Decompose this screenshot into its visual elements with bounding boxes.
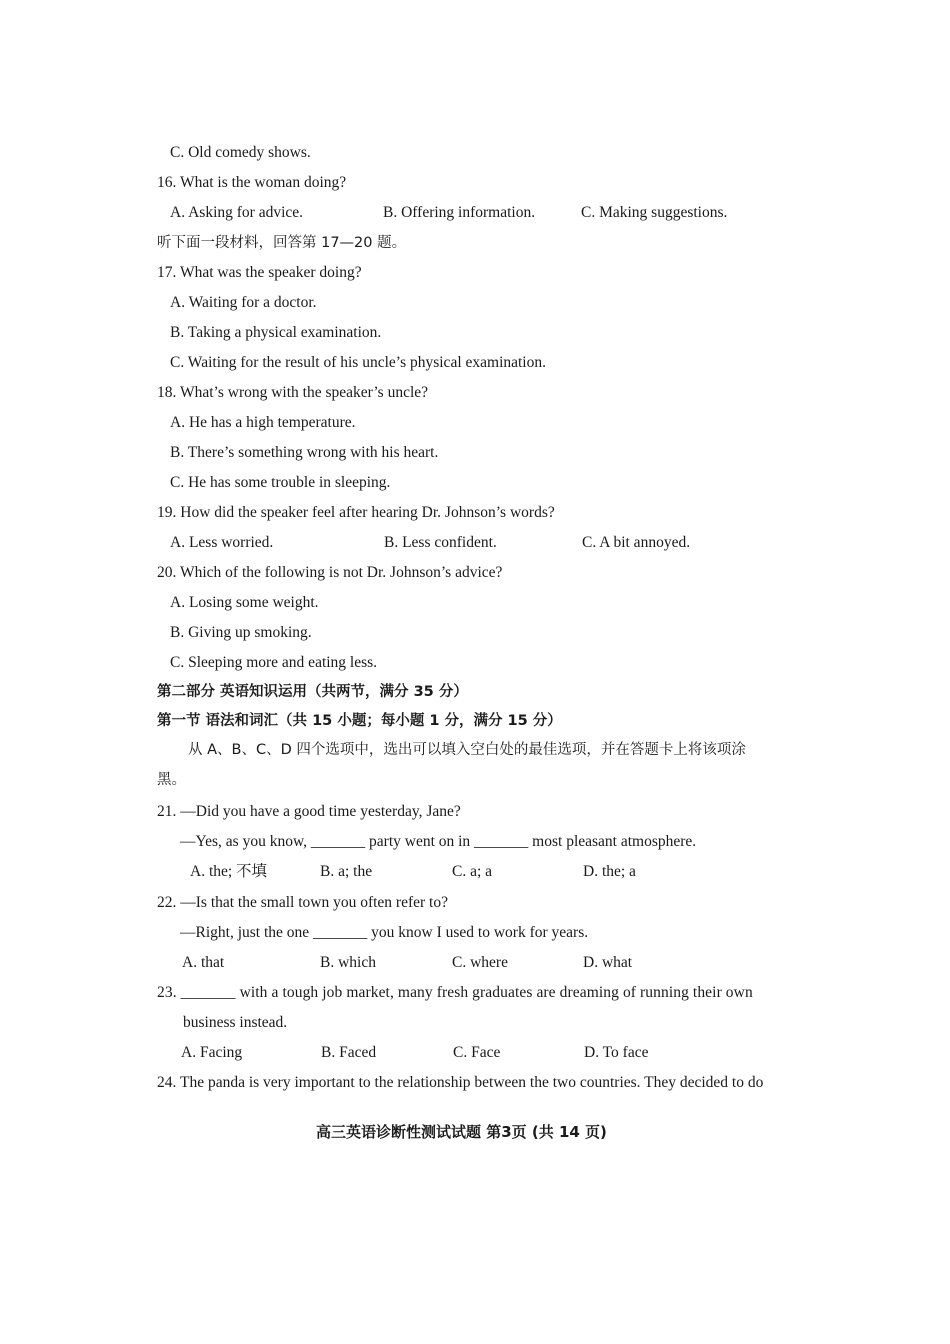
q16-option-b: B. Offering information.: [383, 204, 536, 221]
q20-option-b: B. Giving up smoking.: [170, 624, 312, 641]
section-one-heading: 第一节 语法和词汇（共 15 小题；每小题 1 分，满分 15 分）: [157, 713, 562, 729]
part-two-heading: 第二部分 英语知识运用（共两节，满分 35 分）: [157, 684, 468, 700]
q17-option-a: A. Waiting for a doctor.: [170, 294, 317, 311]
q21-response: —Yes, as you know, _______ party went on in _______ most pleasant atmosphere.: [180, 833, 697, 850]
q15-option-c: C. Old comedy shows.: [170, 144, 311, 161]
q19-stem: 19. How did the speaker feel after hearing Dr. Johnson’s words?: [157, 504, 555, 521]
q16-stem: 16. What is the woman doing?: [157, 174, 347, 191]
q21-stem: 21. —Did you have a good time yesterday, Jane?: [157, 803, 461, 820]
q22-response: —Right, just the one _______ you know I used to work for years.: [180, 924, 589, 941]
q16-option-a: A. Asking for advice.: [170, 204, 304, 221]
q20-option-a: A. Losing some weight.: [170, 594, 319, 611]
page-footer: 高三英语诊断性测试试题 第3页 (共 14 页): [316, 1123, 607, 1141]
q18-option-c: C. He has some trouble in sleeping.: [170, 474, 391, 491]
q22-option-c: C. where: [452, 954, 508, 971]
q24-stem: 24. The panda is very important to the relationship between the two countries. They decided to do: [157, 1074, 764, 1091]
q19-option-a: A. Less worried.: [170, 534, 274, 551]
q23-stem: 23. _______ with a tough job market, many fresh graduates are dreaming of running their own: [157, 984, 753, 1001]
q19-option-c: C. A bit annoyed.: [582, 534, 691, 551]
q21-option-b: B. a; the: [320, 863, 373, 880]
q23-option-a: A. Facing: [181, 1044, 243, 1061]
q23-option-b: B. Faced: [321, 1044, 377, 1061]
q22-stem: 22. —Is that the small town you often refer to?: [157, 894, 448, 911]
q17-stem: 17. What was the speaker doing?: [157, 264, 362, 281]
section-one-instruction: 从 A、B、C、D 四个选项中，选出可以填入空白处的最佳选项，并在答题卡上将该项涂: [188, 742, 746, 758]
q20-option-c: C. Sleeping more and eating less.: [170, 654, 378, 671]
q23-stem-cont: business instead.: [183, 1014, 288, 1031]
section-one-instruction-cont: 黑。: [157, 772, 186, 788]
q16-option-c: C. Making suggestions.: [581, 204, 728, 221]
q21-option-a: A. the; 不填: [190, 863, 268, 880]
q18-option-b: B. There’s something wrong with his heart.: [170, 444, 439, 461]
q19-option-b: B. Less confident.: [384, 534, 497, 551]
q22-option-b: B. which: [320, 954, 376, 971]
q18-option-a: A. He has a high temperature.: [170, 414, 356, 431]
q21-option-d: D. the; a: [583, 863, 636, 880]
q23-option-d: D. To face: [584, 1044, 649, 1061]
q21-option-c: C. a; a: [452, 863, 493, 880]
q18-stem: 18. What’s wrong with the speaker’s uncle?: [157, 384, 429, 401]
q23-option-c: C. Face: [453, 1044, 501, 1061]
q17-option-b: B. Taking a physical examination.: [170, 324, 382, 341]
q22-option-a: A. that: [182, 954, 225, 971]
q22-option-d: D. what: [583, 954, 633, 971]
q17-option-c: C. Waiting for the result of his uncle’s physical examination.: [170, 354, 546, 371]
q20-stem: 20. Which of the following is not Dr. Johnson’s advice?: [157, 564, 503, 581]
instruction-17-20: 听下面一段材料，回答第 17—20 题。: [157, 235, 407, 251]
